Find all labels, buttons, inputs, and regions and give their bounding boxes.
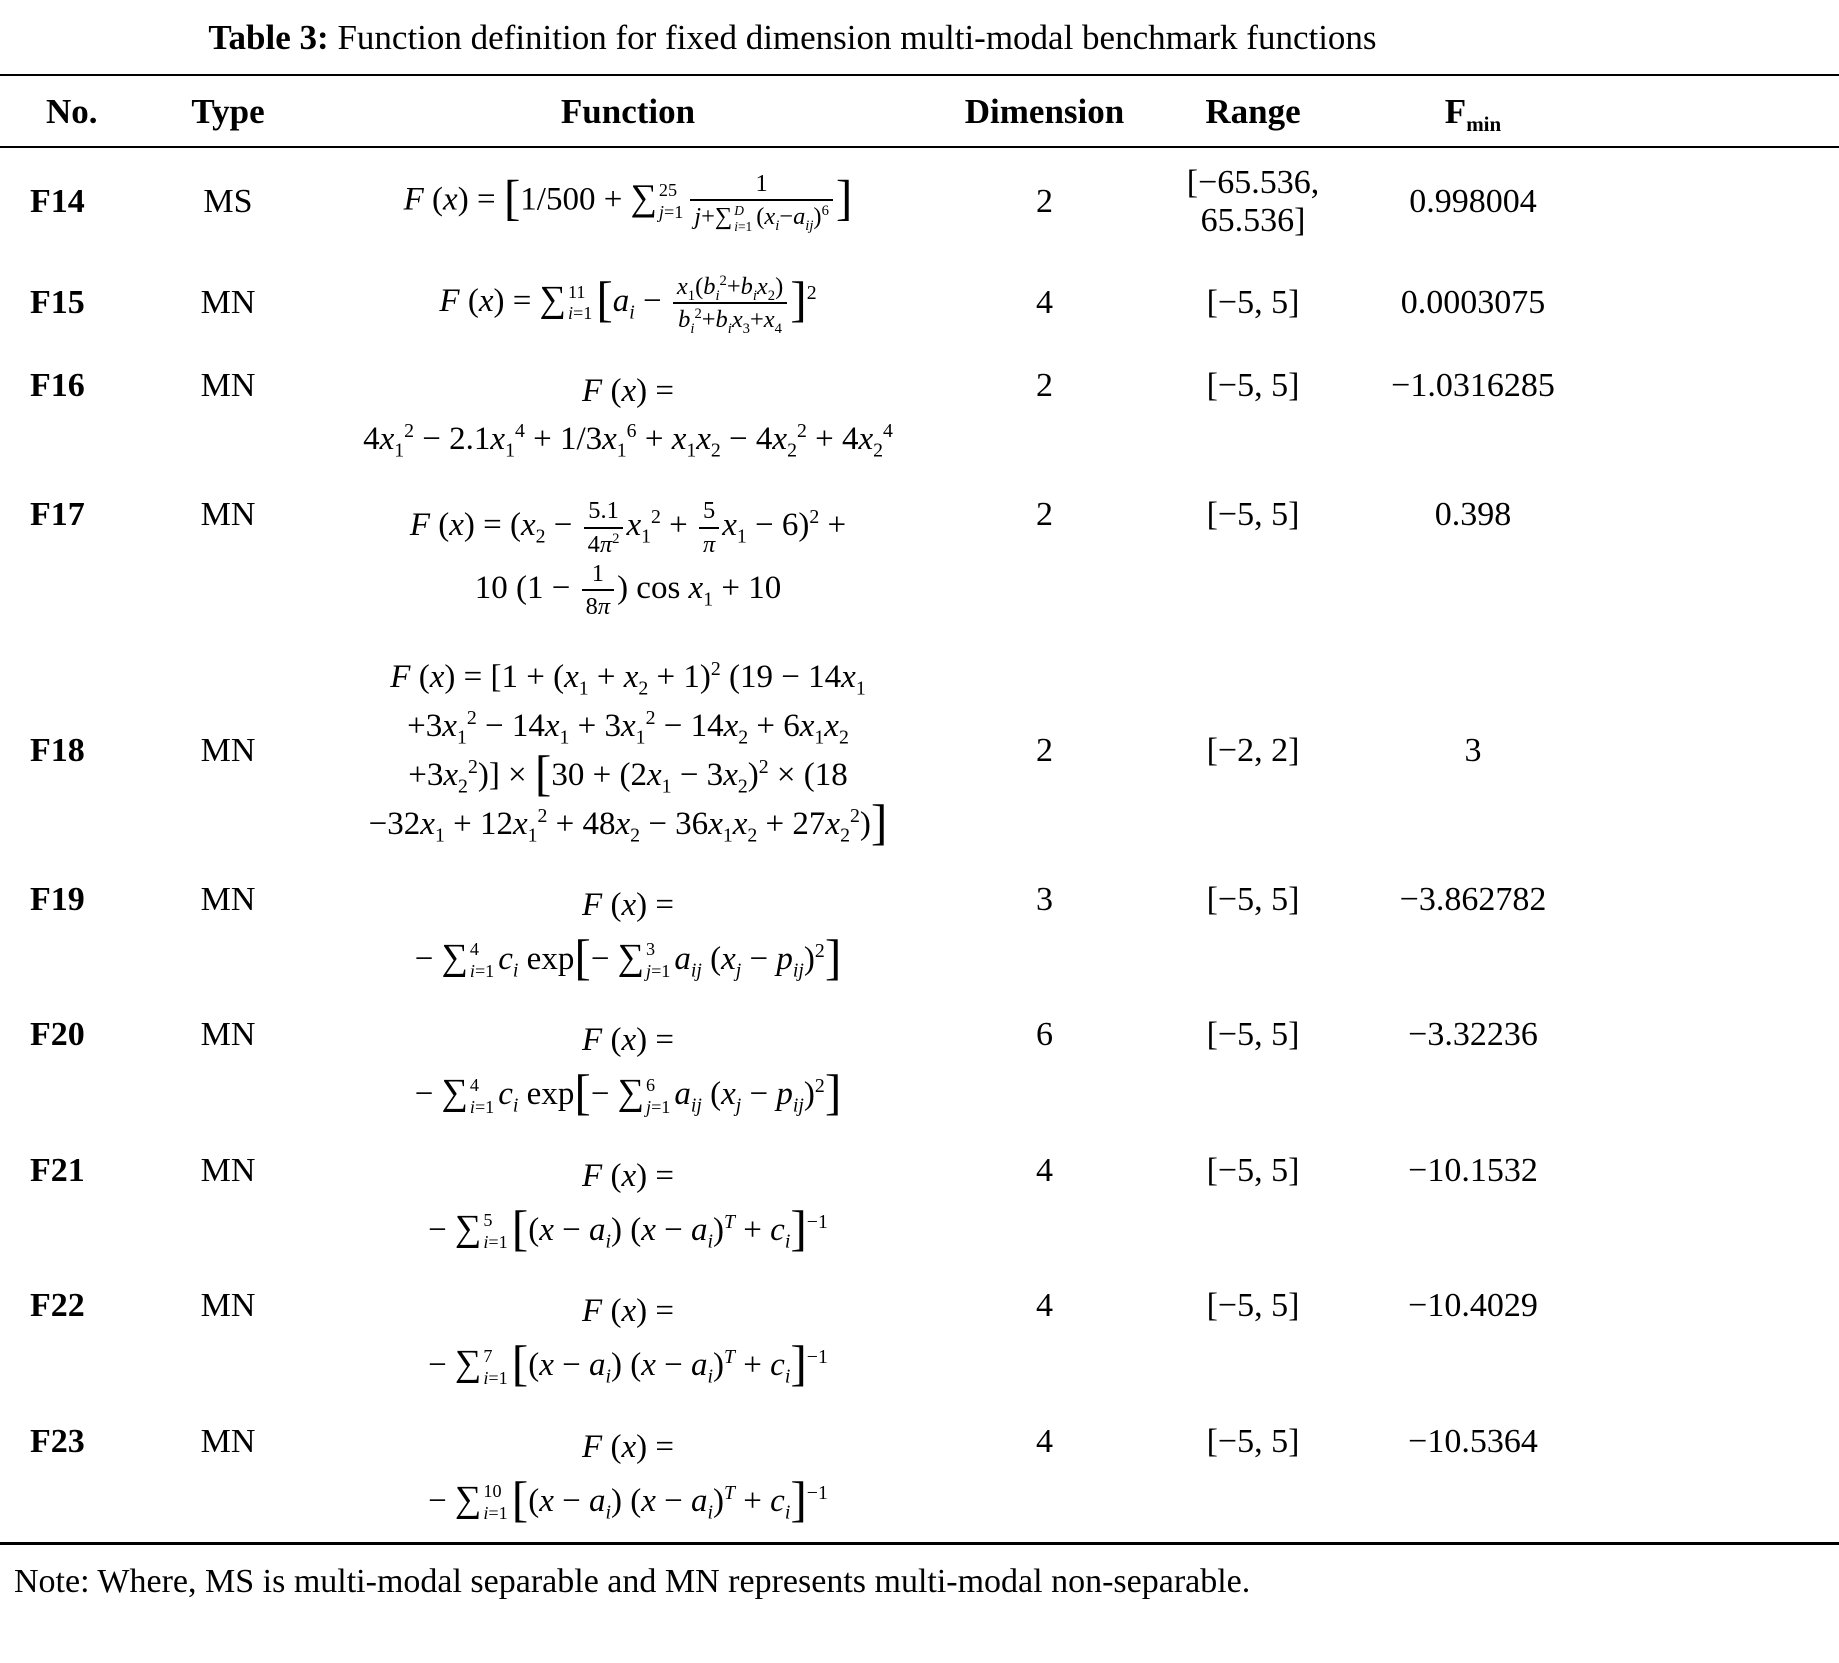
row-range: [−2, 2] bbox=[1206, 732, 1300, 770]
row-range: [−5, 5] bbox=[1206, 880, 1300, 918]
row-function-formula: F (x) = − ∑ 4 i=1 $c_i$ exp[− ∑ 3 j=1 $a_{ij}$ $(x_j - p_{ij})^2$] bbox=[414, 886, 842, 985]
row-no: F17 bbox=[30, 496, 85, 534]
header-row bbox=[0, 76, 1839, 147]
col-header-type: Type bbox=[142, 76, 314, 147]
row-range: [−65.536, 65.536] bbox=[1186, 164, 1320, 239]
table-row-f22 bbox=[0, 1271, 1839, 1407]
row-function-formula: F $(x) = [1 + (x_1 + x_2 + 1)^2$ ($19 - 14x_1$ $+3x_1^2 - 14x_1 + 3x_1^2 - 14x_2 + 6x_1x_2$ $+3x_2^2)] \times [30 + (2x_1 - 3x_2)^2 \times (18$ $-32x_1 + 12x_1^2 + 48x_2 - 36x_1x_2 + 27x_2^2$)] bbox=[368, 658, 888, 850]
row-fmin: −10.1532 bbox=[1408, 1151, 1538, 1189]
table-row-f17 bbox=[0, 480, 1839, 637]
row-type: MN bbox=[200, 880, 256, 918]
row-function-formula: F (x) = − ∑ 4 i=1 $c_i$ exp[− ∑ 6 j=1 $a_{ij}$ $(x_j - p_{ij})^2$] bbox=[414, 1022, 842, 1121]
row-function-formula: F (x) = [1/500 + ∑ 25 j=1 1 j+∑ D i=1 $(x_i-a_{ij})^6$ ] bbox=[403, 170, 853, 235]
table-row-f16 bbox=[0, 351, 1839, 481]
table-row-f18 bbox=[0, 637, 1839, 864]
row-fmin: 0.398 bbox=[1434, 496, 1512, 534]
row-no: F19 bbox=[30, 880, 85, 918]
row-type: MN bbox=[200, 1016, 256, 1054]
row-dimension: 2 bbox=[1036, 366, 1053, 404]
col-header-dimension: Dimension bbox=[942, 76, 1147, 147]
row-fmin: 3 bbox=[1464, 732, 1482, 770]
col-header-fmin: $F_{min}$ bbox=[1359, 76, 1587, 147]
row-no: F21 bbox=[30, 1151, 85, 1189]
row-function-formula: F (x) = $4x_1^2 - 2.1x_1^4 + 1/3x_1^6 + x_1x_2 - 4x_2^2 + 4x_2^4$ bbox=[363, 372, 893, 463]
row-type: MN bbox=[200, 1422, 256, 1460]
col-header-no: No. bbox=[0, 76, 142, 147]
row-dimension: 2 bbox=[1036, 496, 1053, 534]
row-dimension: 4 bbox=[1036, 284, 1053, 322]
row-range: [−5, 5] bbox=[1206, 496, 1300, 534]
row-fmin: −3.862782 bbox=[1399, 880, 1547, 918]
row-no: F20 bbox=[30, 1016, 85, 1054]
row-range: [−5, 5] bbox=[1206, 1151, 1300, 1189]
row-no: F14 bbox=[30, 183, 85, 220]
row-dimension: 4 bbox=[1036, 1422, 1053, 1460]
row-no: F15 bbox=[30, 284, 85, 322]
table-row-f14 bbox=[0, 147, 1839, 256]
table-note: Note: Where, MS is multi-modal separable and MN represents multi-modal non-separable. bbox=[14, 1563, 1251, 1601]
row-function-formula: F (x) = − ∑ 7 i=1 [$(x - a_i)$ $(x - a_i)^T + c_i]^{-1}$ bbox=[428, 1293, 828, 1392]
table-caption-text: Function definition for fixed dimension multi-modal benchmark functions bbox=[328, 18, 1377, 57]
row-fmin: −10.5364 bbox=[1408, 1422, 1538, 1460]
row-dimension: 4 bbox=[1036, 1287, 1053, 1325]
table-row-f19 bbox=[0, 865, 1839, 1001]
row-function-formula: F (x) = − ∑ 10 i=1 [$(x - a_i)$ $(x - a_i)^T + c_i]^{-1}$ bbox=[428, 1428, 828, 1527]
table-caption bbox=[0, 12, 1585, 74]
benchmark-functions-table bbox=[0, 76, 1839, 1542]
table-row-f23 bbox=[0, 1407, 1839, 1543]
row-type: MN bbox=[200, 1151, 256, 1189]
row-type: MN bbox=[200, 496, 256, 534]
row-type: MS bbox=[203, 183, 253, 220]
row-function-formula: F (x) = − ∑ 5 i=1 [$(x - a_i)$ $(x - a_i)^T + c_i]^{-1}$ bbox=[428, 1157, 828, 1256]
row-no: F23 bbox=[30, 1422, 85, 1460]
table-caption-label: Table 3: bbox=[208, 18, 329, 57]
row-range: [−5, 5] bbox=[1206, 366, 1300, 404]
row-type: MN bbox=[200, 732, 256, 770]
row-fmin: −3.32236 bbox=[1408, 1016, 1538, 1054]
row-range: [−5, 5] bbox=[1206, 1016, 1300, 1054]
table-body bbox=[0, 147, 1839, 1542]
row-range: [−5, 5] bbox=[1206, 1287, 1300, 1325]
row-range: [−5, 5] bbox=[1206, 1422, 1300, 1460]
row-function-formula: F (x) = ∑ 11 i=1 [$a_i$ − $\frac{x_1(b_i^2+b_ix_2)}{b_i^2+b_ix_3+x_4}$ ]$^2$ bbox=[439, 271, 817, 338]
row-dimension: 6 bbox=[1036, 1016, 1053, 1054]
row-dimension: 2 bbox=[1036, 732, 1053, 770]
table-row-f15 bbox=[0, 256, 1839, 351]
row-type: MN bbox=[200, 284, 256, 322]
row-function-formula: F $(x) = (x_2$ − $\frac{5.1}{4\pi^2}$ $x_1^2$ + $\frac{5}{\pi}$ $x_1 - 6)^2$ + 10 (1 − $\frac{1}{8\pi}$ ) $\cos x_1 + 10$ bbox=[409, 497, 847, 621]
row-no: F18 bbox=[30, 732, 85, 770]
row-no: F22 bbox=[30, 1287, 85, 1325]
row-fmin: −10.4029 bbox=[1408, 1287, 1538, 1325]
row-fmin: 0.998004 bbox=[1409, 183, 1537, 220]
row-dimension: 2 bbox=[1036, 183, 1053, 220]
col-header-function: Function bbox=[314, 76, 942, 147]
row-fmin: 0.0003075 bbox=[1400, 284, 1546, 322]
header-filler bbox=[1587, 76, 1839, 147]
col-header-range: Range bbox=[1147, 76, 1359, 147]
row-dimension: 4 bbox=[1036, 1151, 1053, 1189]
row-type: MN bbox=[200, 366, 256, 404]
row-type: MN bbox=[200, 1287, 256, 1325]
table-row-f20 bbox=[0, 1000, 1839, 1136]
row-fmin: −1.0316285 bbox=[1391, 366, 1555, 404]
row-dimension: 3 bbox=[1036, 880, 1053, 918]
row-range: [−5, 5] bbox=[1206, 284, 1300, 322]
table-row-f21 bbox=[0, 1136, 1839, 1272]
row-no: F16 bbox=[30, 366, 85, 404]
